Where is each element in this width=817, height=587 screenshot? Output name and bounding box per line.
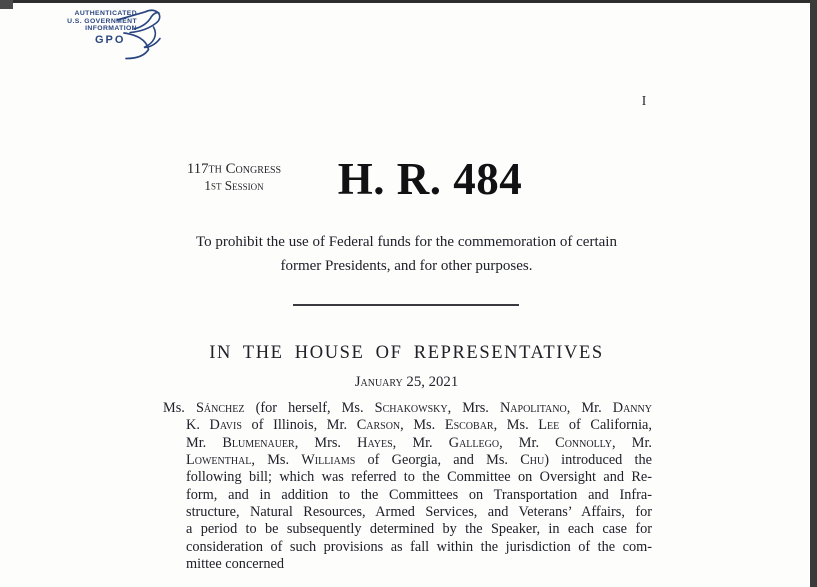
text-run: , Ms.	[400, 417, 445, 434]
text-run: , Mrs.	[294, 434, 358, 451]
gpo-seal-line: AUTHENTICATED	[74, 10, 137, 17]
paragraph-line	[186, 521, 652, 538]
text-run: Mr.	[186, 434, 223, 451]
text-run: Williams	[301, 452, 356, 469]
text-run: (for herself, Ms.	[244, 400, 375, 416]
text-run: Ms.	[163, 400, 196, 416]
text-run: Escobar	[444, 417, 494, 434]
text-run: , Mr.	[499, 434, 556, 451]
paragraph-line	[186, 487, 652, 504]
text-run: structure, Natural Resources, Armed Services, and Veterans’ Affairs, for	[186, 504, 652, 521]
text-run: Chu	[520, 452, 545, 469]
chamber-heading: IN THE HOUSE OF REPRESENTATIVES	[209, 343, 604, 363]
text-run: Connolly	[555, 434, 613, 451]
text-run: following bill; which was referred to the Committee on Oversight and Re-	[186, 469, 652, 486]
text-run: Lee	[538, 417, 560, 434]
text-run: TH	[208, 164, 222, 176]
text-run: of Georgia, and Ms.	[355, 452, 521, 469]
text-run: 1	[204, 178, 211, 194]
text-run: ) introduced the	[544, 452, 653, 469]
long-title-line: To prohibit the use of Federal funds for the commemoration of certain	[196, 234, 617, 250]
text-run: Carson	[356, 417, 401, 434]
text-run: Schakowsky	[374, 400, 448, 416]
bill-number: H. R. 484	[337, 154, 523, 204]
paragraph-line	[186, 469, 652, 486]
bill-long-title	[158, 231, 655, 278]
text-run: form, and in addition to the Committees on Transportation and Infra-	[186, 486, 652, 503]
text-run: Congress	[225, 161, 282, 177]
text-run: Gallego	[448, 434, 500, 451]
gpo-seal-line: U.S. GOVERNMENT	[67, 17, 137, 25]
paragraph-line	[186, 435, 652, 452]
paragraph-line	[163, 400, 652, 417]
text-run: Danny	[612, 400, 652, 416]
separator-rule	[293, 304, 519, 306]
text-run: Napolitano	[499, 400, 567, 416]
text-run: Blumenauer	[222, 434, 295, 451]
viewer-corner-chip	[0, 0, 13, 9]
gpo-seal-line: INFORMATION	[85, 25, 137, 33]
text-run: ST	[210, 181, 222, 192]
gpo-authentication-seal	[57, 7, 167, 61]
text-run: , Ms.	[251, 452, 302, 469]
text-run: Lowenthal	[186, 452, 252, 469]
long-title-line: former Presidents, and for other purposes.	[280, 257, 533, 274]
paragraph-line	[186, 504, 652, 521]
text-run: , Mr.	[392, 434, 449, 451]
paragraph-line	[186, 417, 652, 434]
text-run: mittee concerned	[186, 556, 285, 573]
introduction-date: January 25, 2021	[354, 374, 459, 390]
text-run: Sánchez	[195, 400, 245, 416]
paragraph-line	[186, 556, 652, 573]
text-run: of Illinois, Mr.	[241, 417, 357, 434]
gpo-acronym: GPO	[95, 34, 126, 46]
gpo-eagle-icon	[115, 7, 163, 61]
text-run: , Mr.	[612, 434, 652, 451]
viewer-right-edge	[810, 0, 817, 587]
text-run: , Mrs.	[447, 400, 500, 416]
paragraph-line	[186, 452, 652, 469]
text-run: K. Davis	[186, 417, 242, 434]
text-run: Hayes	[357, 434, 393, 451]
viewer-top-edge	[0, 0, 817, 3]
page-number: I	[641, 93, 647, 108]
text-run: consideration of such provisions as fall within the jurisdiction of the com-	[186, 538, 652, 555]
text-run: of California,	[559, 417, 652, 434]
text-run: a period to be subsequently determined by the Speaker, in each case for	[186, 521, 652, 538]
paragraph-line	[186, 539, 652, 556]
text-run: 117	[186, 161, 209, 177]
sponsor-paragraph	[163, 400, 652, 573]
text-run: , Mr.	[566, 400, 613, 416]
text-run: Session	[224, 178, 264, 194]
text-run: , Ms.	[493, 417, 539, 434]
